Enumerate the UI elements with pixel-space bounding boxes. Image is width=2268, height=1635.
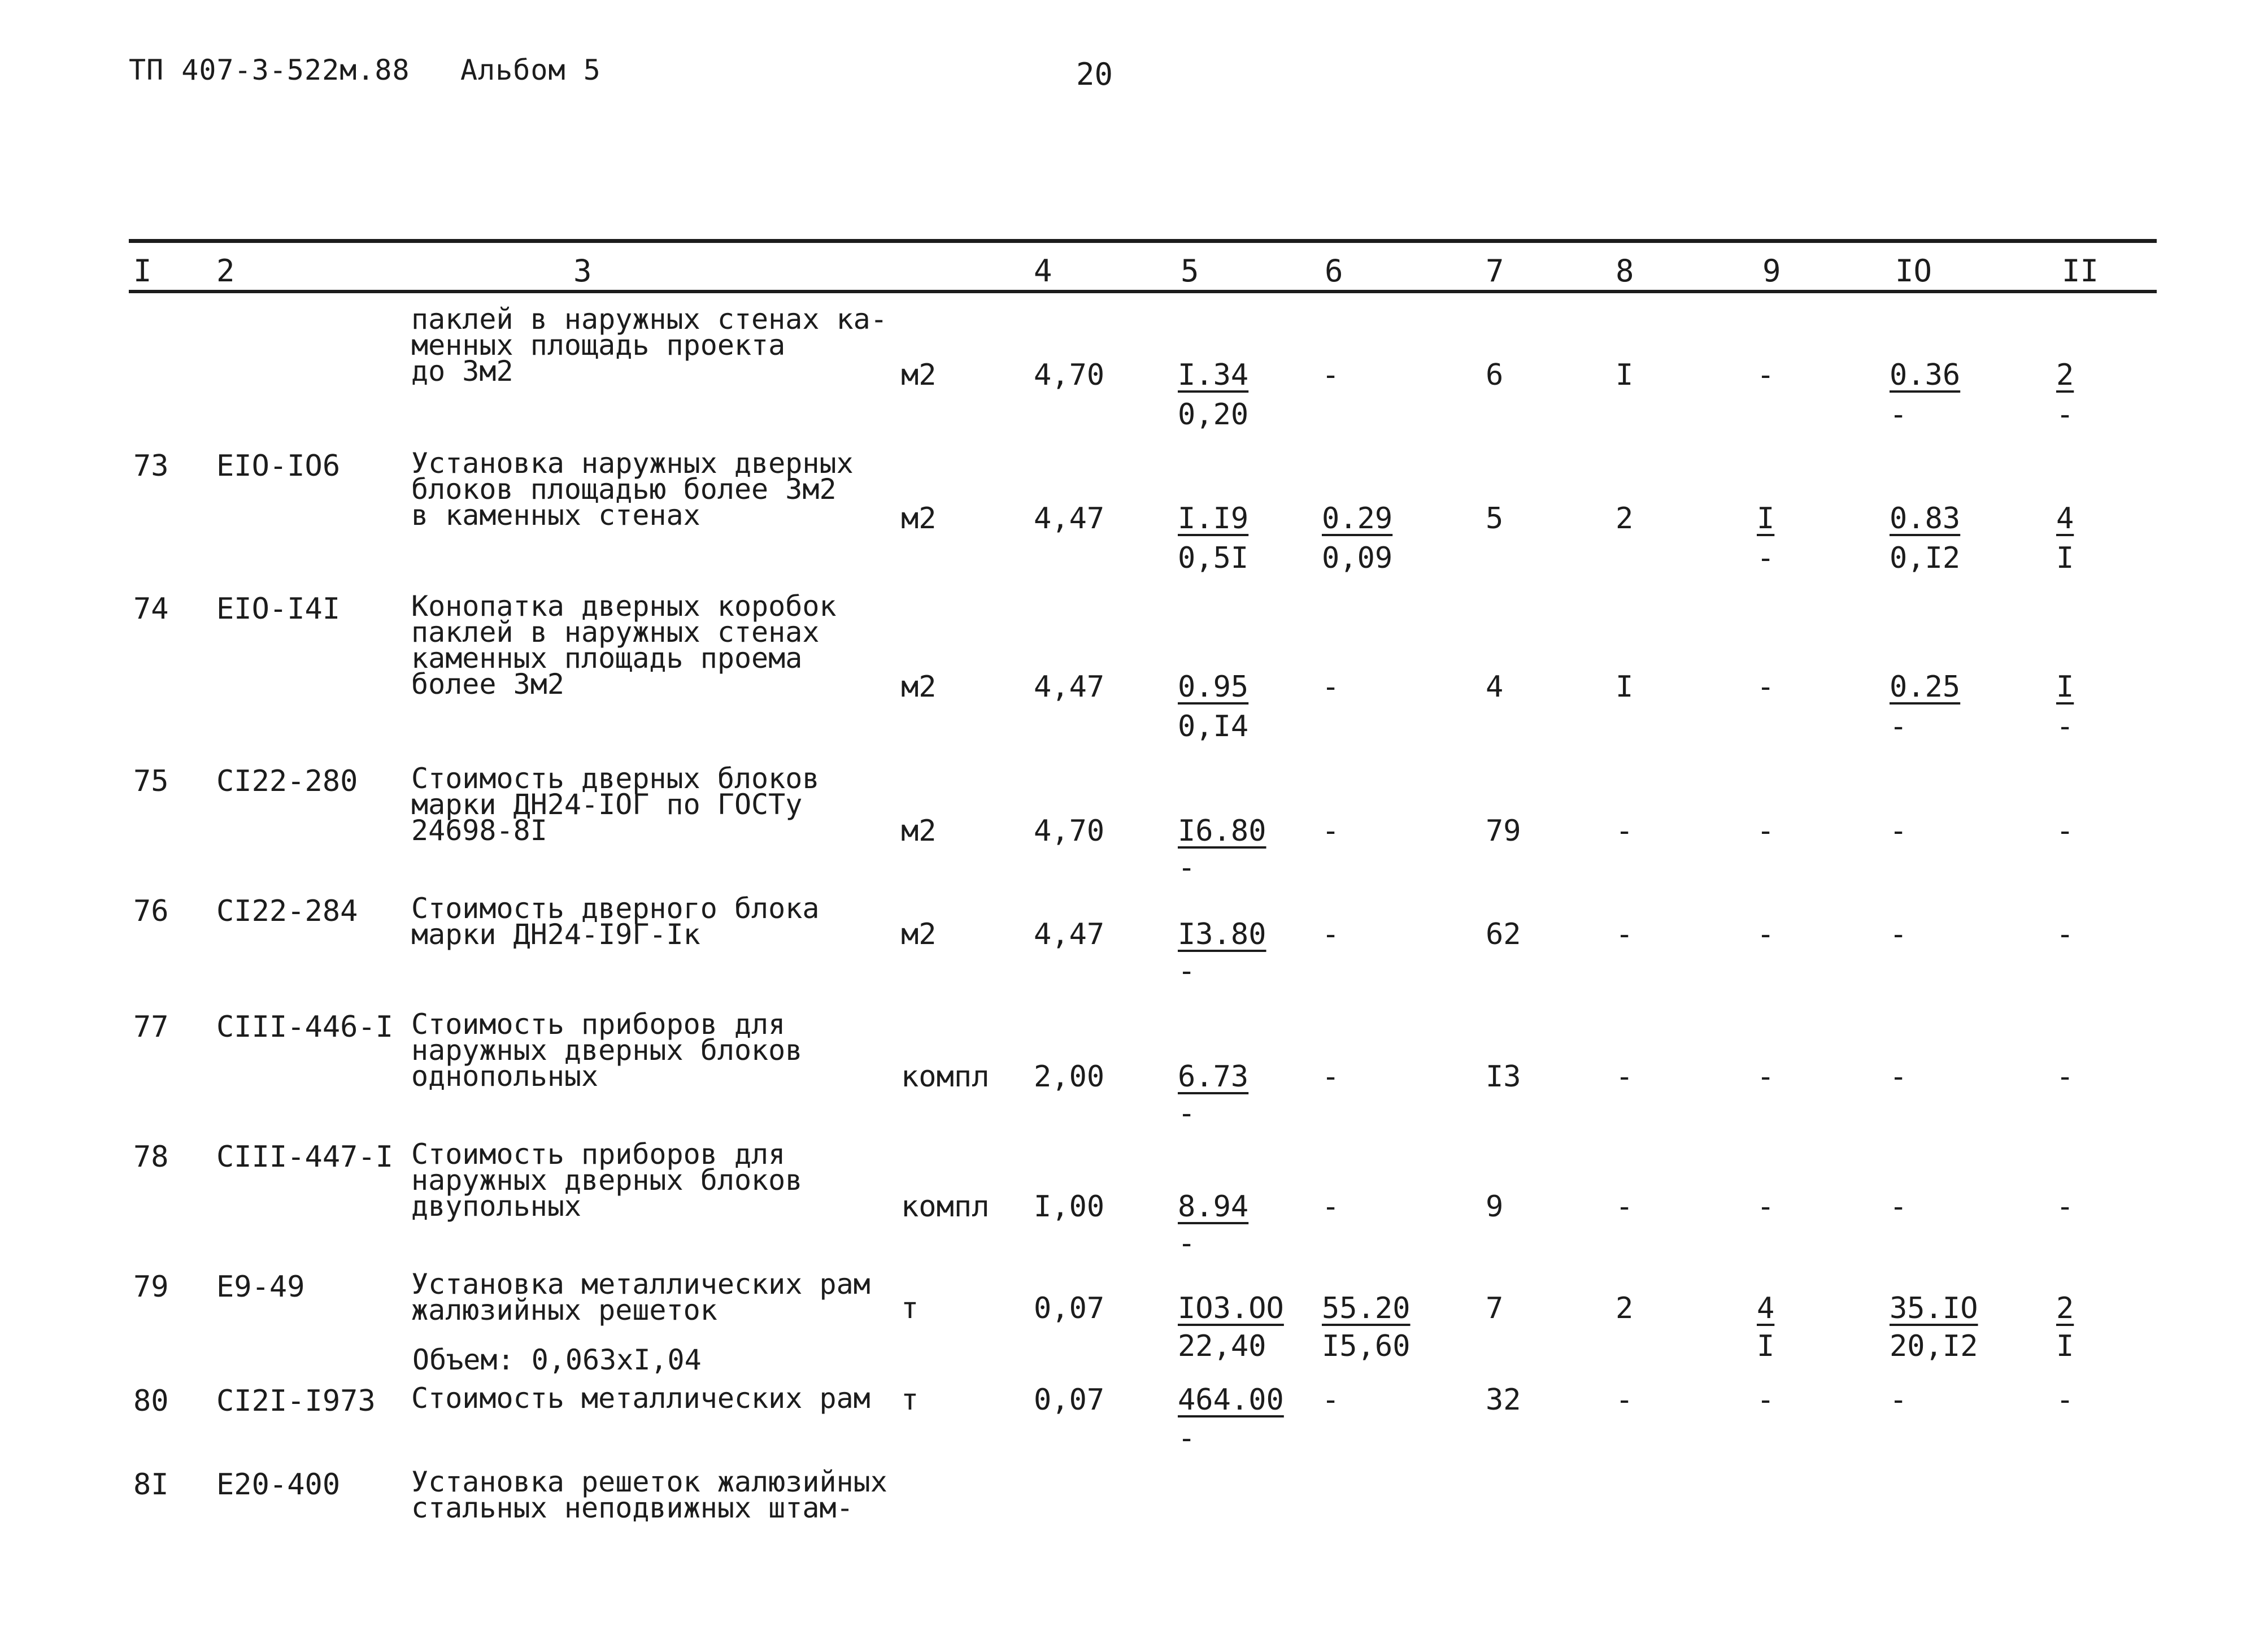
row-number: 74 <box>133 592 169 626</box>
c11-lower-value: - <box>2056 398 2074 432</box>
c8-value: - <box>1616 1190 1634 1224</box>
c10-lower-value: - <box>1890 710 1908 743</box>
work-description <box>411 303 908 388</box>
c6-upper-value: - <box>1322 1060 1340 1094</box>
c5-upper-value: 8.94 <box>1178 1190 1249 1224</box>
unit-of-measure: м2 <box>901 814 937 848</box>
c9-upper-value: 4 <box>1757 1292 1775 1325</box>
c6-upper-value: - <box>1322 358 1340 392</box>
c5-upper-value: 464.00 <box>1178 1383 1284 1417</box>
c5-upper-value: I.34 <box>1178 358 1249 392</box>
description-line: марки ДН24-IOГ по ГОСТу <box>411 788 803 821</box>
description-line: более 3м2 <box>411 668 564 701</box>
rate-code: E20-400 <box>216 1468 341 1502</box>
work-description <box>411 1008 908 1093</box>
c9-upper-value: - <box>1757 814 1775 848</box>
description-line: паклей в наружных стенах <box>411 616 820 649</box>
c7-value: 5 <box>1486 502 1504 536</box>
column-header: 6 <box>1325 253 1343 289</box>
work-description <box>411 1466 908 1524</box>
c7-value: 9 <box>1486 1190 1504 1224</box>
row-number: 76 <box>133 894 169 928</box>
column-header: 7 <box>1486 253 1504 289</box>
c9-upper-value: - <box>1757 358 1775 392</box>
c7-value: I3 <box>1486 1060 1521 1094</box>
c11-upper-value: 2 <box>2056 358 2074 392</box>
c6-upper-value: - <box>1322 1383 1340 1417</box>
c10-upper-value: - <box>1890 1190 1908 1224</box>
c11-upper-value: 2 <box>2056 1292 2074 1325</box>
row-number: 80 <box>133 1384 169 1418</box>
c9-upper-value: I <box>1757 502 1775 536</box>
rate-code: CI22-284 <box>216 894 358 928</box>
unit-of-measure: м2 <box>901 917 937 951</box>
c9-upper-value: - <box>1757 670 1775 704</box>
c10-lower-value: - <box>1890 398 1908 432</box>
c8-value: - <box>1616 814 1634 848</box>
c11-upper-value: - <box>2056 1060 2074 1094</box>
c8-value: 2 <box>1616 1292 1634 1325</box>
c7-value: 62 <box>1486 917 1521 951</box>
column-header: 2 <box>216 253 235 289</box>
c6-upper-value: - <box>1322 917 1340 951</box>
c10-upper-value: - <box>1890 814 1908 848</box>
c6-upper-value: - <box>1322 814 1340 848</box>
description-line: Установка решеток жалюзийных <box>411 1466 887 1498</box>
work-description <box>411 1138 908 1223</box>
unit-of-measure: м2 <box>901 502 937 536</box>
quantity: 4,47 <box>1034 670 1105 704</box>
c9-lower-value: I <box>1757 1329 1775 1363</box>
column-header: II <box>2062 253 2099 289</box>
table-header-rule <box>129 290 2157 293</box>
c5-upper-value: I6.80 <box>1178 814 1266 848</box>
column-header: I <box>133 253 152 289</box>
column-header: 4 <box>1034 253 1052 289</box>
row-number: 79 <box>133 1270 169 1304</box>
description-line: в каменных стенах <box>411 499 700 532</box>
description-line: блоков площадью более 3м2 <box>411 473 837 506</box>
description-line: Конопатка дверных коробок <box>411 590 837 623</box>
c9-upper-value: - <box>1757 1383 1775 1417</box>
table-top-rule <box>129 239 2157 243</box>
c11-lower-value: I <box>2056 1329 2074 1363</box>
c8-value: I <box>1616 670 1634 704</box>
description-line: Установка наружных дверных <box>411 447 854 480</box>
description-line: 24698-8I <box>411 814 547 847</box>
description-line: Установка металлических рам <box>411 1268 870 1301</box>
quantity: I,00 <box>1034 1190 1105 1224</box>
c6-lower-value: 0,09 <box>1322 541 1393 575</box>
c8-value: - <box>1616 1383 1634 1417</box>
c9-upper-value: - <box>1757 1060 1775 1094</box>
c7-value: 7 <box>1486 1292 1504 1325</box>
description-line: марки ДН24-I9Г-Iк <box>411 918 700 951</box>
unit-of-measure: м2 <box>901 670 937 704</box>
rate-code: E9-49 <box>216 1270 305 1304</box>
column-header: 3 <box>573 253 592 289</box>
row-number: 77 <box>133 1010 169 1044</box>
c11-upper-value: - <box>2056 1190 2074 1224</box>
row-number: 8I <box>133 1468 169 1502</box>
row-number: 78 <box>133 1140 169 1174</box>
c5-lower-value: - <box>1178 954 1196 988</box>
row-number: 73 <box>133 449 169 483</box>
c7-value: 79 <box>1486 814 1521 848</box>
description-line: наружных дверных блоков <box>411 1034 803 1067</box>
c10-upper-value: 0.36 <box>1890 358 1961 392</box>
c9-upper-value: - <box>1757 1190 1775 1224</box>
unit-of-measure: т <box>901 1292 919 1325</box>
c5-lower-value: 22,40 <box>1178 1329 1266 1363</box>
c11-upper-value: I <box>2056 670 2074 704</box>
c10-lower-value: 20,I2 <box>1890 1329 1978 1363</box>
quantity: 0,07 <box>1034 1383 1105 1417</box>
c5-upper-value: 0.95 <box>1178 670 1249 704</box>
column-header: 5 <box>1181 253 1199 289</box>
quantity: 2,00 <box>1034 1060 1105 1094</box>
c8-value: - <box>1616 1060 1634 1094</box>
work-description <box>411 762 908 847</box>
work-description <box>411 447 908 532</box>
description-line: менных площадь проекта <box>411 329 786 362</box>
description-line: стальных неподвижных штам- <box>411 1491 854 1524</box>
c10-lower-value: 0,I2 <box>1890 541 1961 575</box>
description-line: Стоимость приборов для <box>411 1138 786 1171</box>
description-line: наружных дверных блоков <box>411 1164 803 1197</box>
c5-lower-value: - <box>1178 1421 1196 1455</box>
volume-note: Объем: 0,063хI,04 <box>412 1343 702 1376</box>
c6-upper-value: - <box>1322 670 1340 704</box>
c5-upper-value: IO3.OO <box>1178 1292 1284 1325</box>
c5-lower-value: - <box>1178 1097 1196 1130</box>
c8-value: I <box>1616 358 1634 392</box>
c11-upper-value: 4 <box>2056 502 2074 536</box>
c5-upper-value: 6.73 <box>1178 1060 1249 1094</box>
description-line: Стоимость дверного блока <box>411 892 820 925</box>
c10-upper-value: 35.IO <box>1890 1292 1978 1325</box>
unit-of-measure: компл <box>901 1190 990 1224</box>
c10-upper-value: - <box>1890 917 1908 951</box>
work-description <box>411 1268 908 1327</box>
row-number: 75 <box>133 764 169 798</box>
c11-lower-value: - <box>2056 710 2074 743</box>
description-line: Стоимость приборов для <box>411 1008 786 1041</box>
quantity: 0,07 <box>1034 1292 1105 1325</box>
c7-value: 4 <box>1486 670 1504 704</box>
description-line: двупольных <box>411 1190 582 1223</box>
c5-upper-value: I3.80 <box>1178 917 1266 951</box>
album-label: Альбом 5 <box>460 54 601 86</box>
description-line: каменных площадь проема <box>411 642 803 675</box>
description-line: Стоимость дверных блоков <box>411 762 820 795</box>
work-description <box>411 1382 908 1415</box>
c5-lower-value: 0,I4 <box>1178 710 1249 743</box>
rate-code: CI22-280 <box>216 764 358 798</box>
c11-upper-value: - <box>2056 1383 2074 1417</box>
c6-upper-value: - <box>1322 1190 1340 1224</box>
c7-value: 6 <box>1486 358 1504 392</box>
unit-of-measure: компл <box>901 1060 990 1094</box>
c10-upper-value: 0.25 <box>1890 670 1961 704</box>
description-line: жалюзийных решеток <box>411 1294 717 1327</box>
rate-code: EIO-I4I <box>216 592 341 626</box>
rate-code: EIO-IO6 <box>216 449 341 483</box>
description-line: до 3м2 <box>411 355 513 388</box>
document-code: ТП 407-3-522м.88 <box>129 54 410 86</box>
c11-upper-value: - <box>2056 917 2074 951</box>
page-number: 20 <box>1076 56 1113 92</box>
c10-upper-value: - <box>1890 1383 1908 1417</box>
c5-lower-value: 0,5I <box>1178 541 1249 575</box>
c5-lower-value: 0,20 <box>1178 398 1249 432</box>
c8-value: 2 <box>1616 502 1634 536</box>
c11-upper-value: - <box>2056 814 2074 848</box>
description-line: Стоимость металлических рам <box>411 1382 870 1415</box>
c10-upper-value: 0.83 <box>1890 502 1961 536</box>
rate-code: CIII-447-I <box>216 1140 394 1174</box>
rate-code: CIII-446-I <box>216 1010 394 1044</box>
column-header: 9 <box>1762 253 1781 289</box>
c6-upper-value: 55.20 <box>1322 1292 1411 1325</box>
quantity: 4,70 <box>1034 814 1105 848</box>
column-header: IO <box>1895 253 1932 289</box>
c10-upper-value: - <box>1890 1060 1908 1094</box>
c5-lower-value: - <box>1178 1227 1196 1260</box>
c9-upper-value: - <box>1757 917 1775 951</box>
quantity: 4,70 <box>1034 358 1105 392</box>
work-description <box>411 892 908 951</box>
c11-lower-value: I <box>2056 541 2074 575</box>
c5-lower-value: - <box>1178 851 1196 885</box>
unit-of-measure: т <box>901 1383 919 1417</box>
c7-value: 32 <box>1486 1383 1521 1417</box>
c5-upper-value: I.I9 <box>1178 502 1249 536</box>
c8-value: - <box>1616 917 1634 951</box>
work-description <box>411 590 908 701</box>
c6-lower-value: I5,60 <box>1322 1329 1411 1363</box>
c6-upper-value: 0.29 <box>1322 502 1393 536</box>
description-line: однопольных <box>411 1060 599 1093</box>
quantity: 4,47 <box>1034 917 1105 951</box>
c9-lower-value: - <box>1757 541 1775 575</box>
unit-of-measure: м2 <box>901 358 937 392</box>
quantity: 4,47 <box>1034 502 1105 536</box>
column-header: 8 <box>1616 253 1634 289</box>
description-line: паклей в наружных стенах ка- <box>411 303 887 336</box>
rate-code: CI2I-I973 <box>216 1384 376 1418</box>
